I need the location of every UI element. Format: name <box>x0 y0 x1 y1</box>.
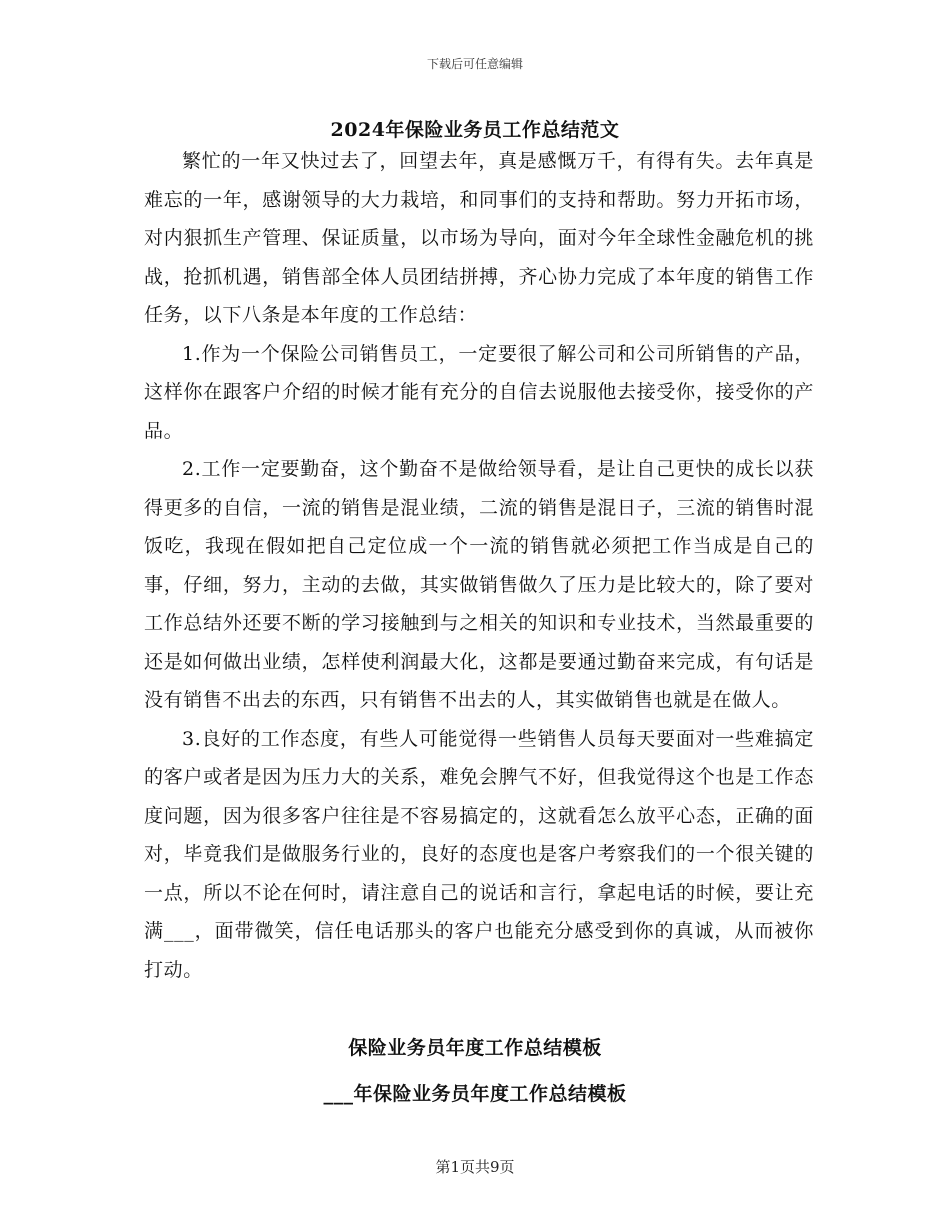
paragraph-item-2: 2.工作一定要勤奋，这个勤奋不是做给领导看，是让自己更快的成长以获得更多的自信，一流的销售是混业绩，二流的销售是混日子，三流的销售时混饭吃，我现在假如把自己定位成一个一流的销售就必须把工作当成是自己的事，仔细，努力，主动的去做，其实做销售做久了压力是比较大的，除了要对工作总结外还要不断的学习接触到与之相关的知识和专业技术，当然最重要的还是如何做出业绩，怎样使利润最大化，这都是要通过勤奋来完成，有句话是没有销售不出去的东西，只有销售不出去的人，其实做销售也就是在做人。 <box>144 458 814 711</box>
header-note: 下载后可任意编辑 <box>426 57 523 71</box>
page-number: 第1页共9页 <box>435 1158 515 1176</box>
document-body <box>144 142 814 989</box>
paragraph-intro: 繁忙的一年又快过去了，回望去年，真是感慨万千，有得有失。去年真是难忘的一年，感谢领导的大力栽培，和同事们的支持和帮助。努力开拓市场，对内狠抓生产管理、保证质量，以市场为导向，面对今年全球性金融危机的挑战，抢抓机遇，销售部全体人员团结拼搏，齐心协力完成了本年度的销售工作任务，以下八条是本年度的工作总结： <box>144 150 814 326</box>
document-title: 2024年保险业务员工作总结范文 <box>330 119 620 141</box>
section-heading-year-template: ___年保险业务员年度工作总结模板 <box>323 1083 627 1105</box>
paragraph-item-3: 3.良好的工作态度，有些人可能觉得一些销售人员每天要面对一些难搞定的客户或者是因为压力大的关系，难免会脾气不好，但我觉得这个也是工作态度问题，因为很多客户往往是不容易搞定的，这就看怎么放平心态，正确的面对，毕竟我们是做服务行业的，良好的态度也是客户考察我们的一个很关键的一点，所以不论在何时，请注意自己的说话和言行，拿起电话的时候，要让充满___，面带微笑，信任电话那头的客户也能充分感受到你的真诚，从而被你打动。 <box>144 727 814 981</box>
section-heading-template: 保险业务员年度工作总结模板 <box>348 1037 602 1059</box>
paragraph-item-1: 1.作为一个保险公司销售员工，一定要很了解公司和公司所销售的产品，这样你在跟客户介绍的时候才能有充分的自信去说服他去接受你，接受你的产品。 <box>144 342 814 442</box>
